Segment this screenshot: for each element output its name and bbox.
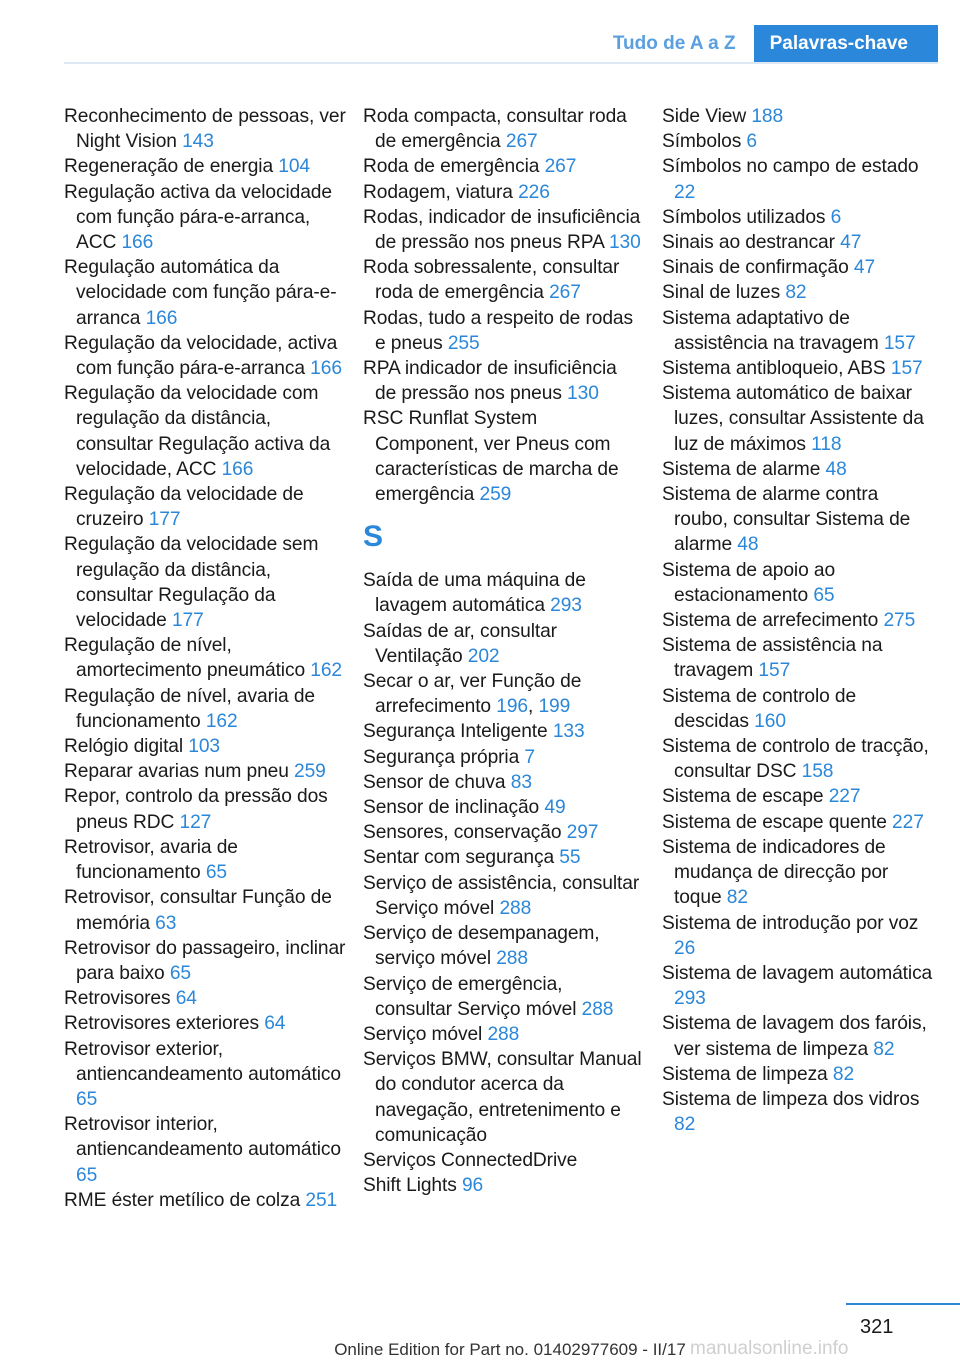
- page-reference-link[interactable]: 47: [840, 232, 862, 254]
- page-reference-link[interactable]: 82: [873, 1038, 895, 1060]
- page-reference-link[interactable]: 82: [726, 887, 748, 909]
- page-reference-link[interactable]: 259: [479, 484, 512, 506]
- index-entry-text: Sistema de lavagem automática: [662, 962, 933, 984]
- page-reference-link[interactable]: 227: [892, 811, 924, 833]
- page-reference-link[interactable]: 166: [310, 358, 342, 380]
- index-entry: [64, 154, 346, 179]
- page-reference-link[interactable]: 130: [608, 232, 641, 254]
- index-entry-text: Retrovisor, avaria de funcionamento: [64, 836, 238, 884]
- index-entry: [363, 795, 643, 820]
- page-reference-link[interactable]: 267: [549, 282, 581, 304]
- index-entry-text: Regulação da velocidade, activa com função pára-e-arranca: [64, 332, 338, 380]
- index-entry-text: Regulação automática da velocidade com função pára-e-arranca: [64, 257, 337, 329]
- index-entry: [64, 1037, 346, 1113]
- index-letter-heading: S: [363, 520, 383, 554]
- edition-note: Online Edition for Part no. 01402977609 - II/17: [334, 1340, 686, 1359]
- index-entry: [662, 1011, 934, 1061]
- index-entry: [64, 1011, 346, 1036]
- page-reference-link[interactable]: 288: [581, 998, 614, 1020]
- active-section-tab: Palavras-chave: [754, 25, 938, 63]
- index-entry-text: Sentar com segurança: [363, 847, 555, 869]
- index-entry-text: RME éster metílico de colza: [64, 1189, 301, 1211]
- index-entry-text: Serviço de desempanagem, serviço móvel: [363, 923, 600, 970]
- index-entry-text: RSC Runflat System Component, ver Pneus com características de marcha de emergência: [363, 408, 619, 506]
- index-entry-text: Rodas, tudo a respeito de rodas e pneus: [363, 307, 633, 354]
- index-entry-text: Retrovisor, consultar Função de memória: [64, 887, 332, 934]
- page-reference-link[interactable]: 63: [155, 912, 177, 934]
- page-reference-link[interactable]: 65: [813, 584, 835, 606]
- index-entry-text: Rodagem, viatura: [363, 181, 513, 203]
- page-reference-link[interactable]: 297: [566, 822, 599, 844]
- index-entry: [64, 381, 346, 482]
- page-number: 321: [860, 1316, 894, 1338]
- page-reference-link[interactable]: 199: [538, 696, 571, 718]
- page-reference-link[interactable]: 65: [205, 862, 227, 884]
- page-reference-link[interactable]: 6: [746, 131, 757, 153]
- index-entry-text: Shift Lights: [363, 1175, 457, 1197]
- index-entry-text: Regulação da velocidade de cruzeiro: [64, 484, 304, 531]
- index-entry: [363, 820, 643, 845]
- index-entry: [662, 835, 934, 911]
- index-entry-text: Serviço de assistência, consultar Serviço móvel: [363, 872, 640, 919]
- index-entry-text: Sinal de luzes: [662, 282, 781, 304]
- index-entry: [363, 1022, 643, 1047]
- index-entry: [662, 205, 934, 230]
- page-reference-link[interactable]: 48: [737, 534, 759, 556]
- index-entry-text: Sistema de limpeza dos vidros: [662, 1088, 920, 1110]
- index-entry: [662, 608, 934, 633]
- index-entry-text: Regulação da velocidade sem regulação da distância, consultar Regulação da velocidade: [64, 534, 319, 632]
- index-entry: [662, 558, 934, 608]
- index-entry: [363, 255, 643, 305]
- index-entry-text: Side View: [662, 106, 747, 127]
- page-reference-link[interactable]: 7: [524, 746, 535, 768]
- index-entry: [363, 1173, 643, 1198]
- index-entry: [662, 961, 934, 1011]
- index-entry: [363, 619, 643, 669]
- index-entry: [662, 1062, 934, 1087]
- page-reference-link[interactable]: 202: [467, 645, 500, 667]
- index-entry: [363, 770, 643, 795]
- index-entry: [64, 482, 346, 532]
- page-reference-link[interactable]: 177: [171, 610, 204, 632]
- index-entry: [662, 129, 934, 154]
- index-entry: [363, 972, 643, 1022]
- page-reference-link[interactable]: 188: [751, 106, 784, 127]
- index-entry: [64, 331, 346, 381]
- index-entry: [64, 255, 346, 331]
- index-entry-text: Sistema de assistência na travagem: [662, 635, 883, 682]
- page-reference-link[interactable]: 82: [674, 1114, 696, 1136]
- page-reference-link[interactable]: 26: [674, 937, 696, 959]
- index-entry-text: Reconhecimento de pessoas, ver Night Vision: [64, 106, 346, 153]
- index-entry-text: Sistema de indicadores de mudança de direcção por toque: [662, 836, 889, 909]
- index-entry: [662, 684, 934, 734]
- index-entry-text: Reparar avarias num pneu: [64, 761, 289, 783]
- index-entry: [64, 180, 346, 256]
- index-entry-text: Serviços BMW, consultar Manual do condutor acerca da navegação, entretenimento e comunicação: [363, 1049, 642, 1146]
- index-entry-text: Sistema de alarme: [662, 458, 821, 480]
- index-entry-text: Rodas, indicador de insuficiência de pressão nos pneus RPA: [363, 206, 641, 254]
- page-reference-link[interactable]: 196: [496, 696, 528, 718]
- index-entry-text: Sistema de lavagem dos faróis, ver sistema de limpeza: [662, 1013, 927, 1060]
- index-entry: [64, 734, 346, 759]
- index-entry-text: Sistema de apoio ao estacionamento: [662, 559, 836, 606]
- index-entry-text: Saída de uma máquina de lavagem automática: [363, 570, 586, 617]
- index-entry: [363, 154, 643, 179]
- index-entry-text: Regulação da velocidade com regulação da distância, consultar Regulação activa da velocidade, ACC: [64, 383, 331, 480]
- page-reference-link[interactable]: 127: [179, 811, 212, 833]
- index-entry: [363, 568, 643, 618]
- page-reference-link[interactable]: 293: [550, 595, 582, 617]
- page-reference-link[interactable]: 47: [853, 257, 876, 279]
- page-reference-link[interactable]: 251: [305, 1189, 338, 1211]
- watermark: manualsonline.info: [690, 1338, 849, 1359]
- section-label: Tudo de A a Z: [612, 33, 736, 54]
- page-reference-link[interactable]: 143: [182, 131, 214, 153]
- index-entry-text: Sistema adaptativo de assistência na travagem: [662, 307, 879, 354]
- index-entry-text: Secar o ar, ver Função de arrefecimento: [363, 671, 582, 718]
- index-entry-text: Segurança própria: [363, 746, 520, 768]
- index-entry-text: Roda sobressalente, consultar roda de emergência: [363, 257, 620, 304]
- page-reference-link[interactable]: 162: [310, 660, 342, 682]
- page-reference-link[interactable]: 103: [188, 736, 220, 758]
- page-reference-link[interactable]: 96: [461, 1175, 484, 1197]
- page-reference-link[interactable]: 65: [76, 1164, 98, 1186]
- header-rule: [64, 62, 938, 64]
- index-entry-text: Serviço móvel: [363, 1023, 483, 1045]
- index-entry-text: Regulação de nível, amortecimento pneumático: [64, 635, 306, 682]
- index-entry: [363, 356, 643, 406]
- index-entry-text: Retrovisor do passageiro, inclinar para baixo: [64, 937, 346, 984]
- index-entry-text: Sistema de escape: [662, 786, 824, 808]
- index-entry: [363, 871, 643, 921]
- page-reference-link[interactable]: 65: [76, 1088, 98, 1110]
- index-entry: [662, 734, 934, 784]
- index-entry: [363, 845, 643, 870]
- index-entry-text: Sinais ao destrancar: [662, 232, 835, 254]
- page-reference-link[interactable]: 64: [264, 1013, 286, 1035]
- index-entry: [662, 810, 934, 835]
- index-entry-text: Sistema automático de baixar luzes, consultar Assistente da luz de máximos: [662, 383, 924, 455]
- page-reference-link[interactable]: 104: [278, 156, 310, 178]
- page-reference-link[interactable]: 82: [832, 1063, 855, 1085]
- page-reference-link[interactable]: 130: [567, 383, 599, 405]
- index-entry-text: Repor, controlo da pressão dos pneus RDC: [64, 786, 328, 833]
- index-entry: [64, 532, 346, 633]
- index-entry-text: Segurança Inteligente: [363, 721, 548, 743]
- page-reference-link[interactable]: 133: [552, 721, 585, 743]
- index-entry: [662, 306, 934, 356]
- page-reference-link[interactable]: 22: [674, 181, 696, 203]
- index-entry: [363, 104, 643, 154]
- page-reference-link[interactable]: 275: [883, 610, 916, 632]
- page-reference-link[interactable]: 65: [169, 962, 191, 984]
- page-reference-link[interactable]: 157: [758, 660, 791, 682]
- index-entry: [363, 406, 643, 507]
- index-entry: [64, 684, 346, 734]
- index-entry-text: RPA indicador de insuficiência de pressão nos pneus: [363, 358, 617, 405]
- index-entry: [662, 457, 934, 482]
- page-reference-link[interactable]: 227: [828, 786, 861, 808]
- index-entry-text: Sistema de escape quente: [662, 811, 887, 833]
- index-entry-text: Regulação activa da velocidade com função pára-e-arranca, ACC: [64, 181, 332, 254]
- index-entry: [662, 230, 934, 255]
- index-entry: [662, 381, 934, 457]
- page-reference-link[interactable]: 166: [121, 232, 154, 254]
- index-entry: [662, 154, 934, 204]
- page-reference-link[interactable]: 48: [825, 458, 847, 480]
- page-reference-link[interactable]: 82: [785, 282, 807, 304]
- page-reference-link[interactable]: 288: [499, 897, 532, 919]
- page-reference-link[interactable]: 6: [830, 206, 842, 228]
- index-entry-text: Sensor de chuva: [363, 771, 506, 793]
- index-entry-text: Retrovisor interior, antiencandeamento automático: [64, 1114, 341, 1161]
- page-reference-link[interactable]: 267: [505, 131, 538, 153]
- index-entry: [363, 306, 643, 356]
- index-entry-text: Sistema de introdução por voz: [662, 912, 919, 934]
- index-entry: [64, 885, 346, 935]
- index-entry: [64, 633, 346, 683]
- page-reference-link[interactable]: 288: [487, 1023, 520, 1045]
- index-entry: [363, 1047, 643, 1148]
- page-reference-link[interactable]: 226: [518, 181, 550, 203]
- page-reference-link[interactable]: 158: [801, 761, 834, 783]
- index-entry: [64, 986, 346, 1011]
- index-entry-text: Regeneração de energia: [64, 156, 274, 178]
- index-entry-text: Relógio digital: [64, 736, 184, 758]
- page-reference-link[interactable]: 293: [674, 988, 706, 1010]
- index-entry-text: Sistema de controlo de tracção, consultar DSC: [662, 736, 929, 783]
- index-entry: [64, 936, 346, 986]
- page-reference-link[interactable]: 166: [145, 307, 178, 329]
- page-reference-link[interactable]: 259: [294, 761, 326, 783]
- index-entry-text: Símbolos utilizados: [662, 206, 826, 228]
- page-reference-link[interactable]: 160: [754, 710, 786, 732]
- index-entry: [64, 1112, 346, 1188]
- index-entry-text: Símbolos no campo de estado: [662, 156, 919, 178]
- index-entry: [363, 180, 643, 205]
- page-reference-link[interactable]: 255: [447, 332, 480, 354]
- page-reference-link[interactable]: 83: [510, 771, 532, 793]
- index-entry-text: Sistema de controlo de descidas: [662, 685, 857, 732]
- index-entry-text: Regulação de nível, avaria de funcionamento: [64, 685, 315, 732]
- index-entry: Secar o ar, ver Função de arrefecimento 196, 199: [363, 671, 582, 718]
- index-entry: [64, 784, 346, 834]
- page-reference-link[interactable]: 64: [175, 988, 197, 1010]
- index-entry: [64, 104, 346, 154]
- index-entry-text: Roda de emergência: [363, 156, 540, 178]
- index-entry-text: Retrovisores exteriores: [64, 1013, 259, 1035]
- index-entry: [662, 104, 934, 129]
- index-entry: [363, 719, 643, 744]
- index-entry-text: Sistema de limpeza: [662, 1063, 828, 1085]
- index-entry: [363, 1148, 643, 1173]
- index-entry: [662, 911, 934, 961]
- page-reference-link[interactable]: 49: [544, 797, 566, 819]
- index-entry-text: Sistema de arrefecimento: [662, 610, 879, 632]
- page-reference-link[interactable]: 157: [883, 332, 916, 354]
- index-entry-text: Sensores, conservação: [363, 822, 562, 844]
- index-column-3: [662, 104, 934, 1137]
- index-entry: [662, 482, 934, 558]
- index-entry: [662, 356, 934, 381]
- index-entry-text: Serviço de emergência, consultar Serviço móvel: [363, 973, 577, 1020]
- index-entry: [64, 759, 346, 784]
- index-entry: [64, 1188, 346, 1213]
- page-reference-link[interactable]: 162: [205, 710, 238, 732]
- index-entry: [363, 745, 643, 770]
- page-reference-link[interactable]: 157: [890, 358, 923, 380]
- index-entry-text: Sistema antibloqueio, ABS: [662, 358, 886, 380]
- header-tabs: [599, 25, 938, 63]
- index-entry: [363, 205, 643, 255]
- index-entry: [662, 633, 934, 683]
- index-entry: [662, 784, 934, 809]
- index-entry-text: Retrovisores: [64, 988, 171, 1010]
- index-entry-text: Símbolos: [662, 131, 742, 153]
- page-reference-link[interactable]: 55: [559, 847, 581, 869]
- index-entry-text: Saídas de ar, consultar Ventilação: [363, 620, 557, 667]
- index-entry-text: Sinais de confirmação: [662, 257, 849, 279]
- index-entry-text: Sensor de inclinação: [363, 797, 540, 819]
- index-column-2: [363, 104, 643, 1198]
- page-reference-link[interactable]: 177: [148, 509, 181, 531]
- index-entry: [662, 1087, 934, 1137]
- page-reference-link[interactable]: 118: [811, 433, 842, 455]
- index-entry: [662, 280, 934, 305]
- page-reference-link[interactable]: 288: [496, 948, 528, 970]
- page-reference-link[interactable]: 166: [221, 458, 254, 480]
- index-entry-text: Retrovisor exterior, antiencandeamento automático: [64, 1038, 341, 1085]
- index-entry: [363, 921, 643, 971]
- footer-rule: [846, 1303, 960, 1305]
- index-entry-text: Serviços ConnectedDrive: [363, 1149, 578, 1171]
- index-entry: [64, 835, 346, 885]
- index-entry: [662, 255, 934, 280]
- index-entry-text: Roda compacta, consultar roda de emergência: [363, 106, 627, 153]
- index-entry-text: Sistema de alarme contra roubo, consultar Sistema de alarme: [662, 484, 911, 556]
- index-column-1: [64, 104, 346, 1213]
- page-reference-link[interactable]: 267: [544, 156, 577, 178]
